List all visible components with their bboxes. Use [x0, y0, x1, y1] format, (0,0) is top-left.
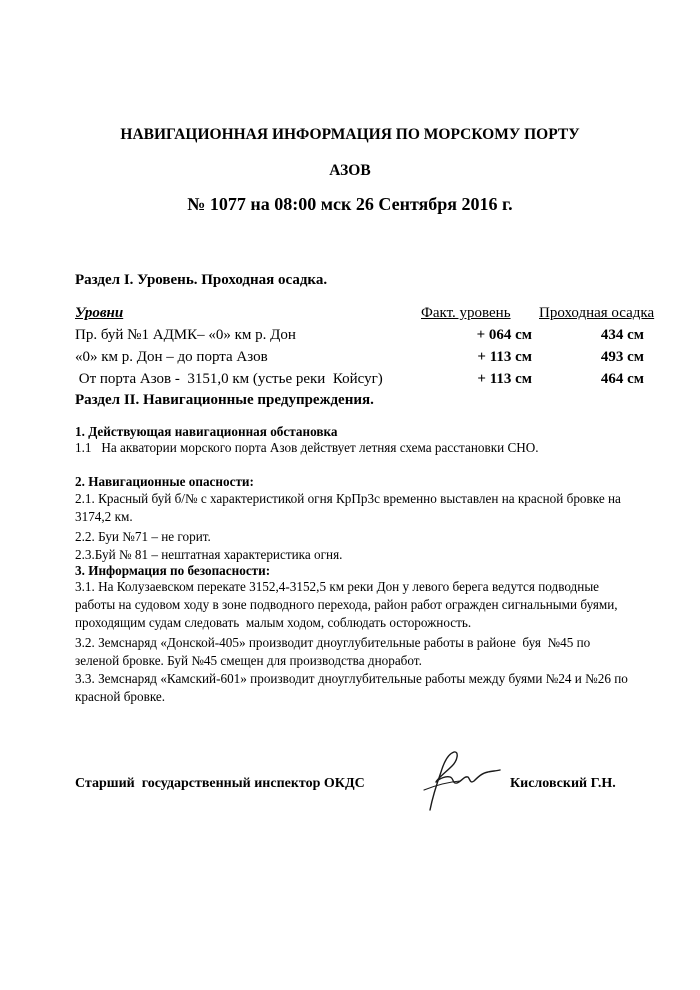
item-3-2-line1: 3.2. Земснаряд «Донской-405» производит дноуглубительные работы в районе буя №45 по [75, 635, 591, 650]
subsection-current-situation: 1. Действующая навигационная обстановка [75, 424, 338, 439]
item-2-2: 2.2. Буи №71 – не горит. [75, 529, 211, 544]
handwritten-signature [410, 748, 505, 814]
item-2-1-line2: 3174,2 км. [75, 509, 133, 524]
item-3-1-line3: проходящим судам следовать малым ходом, соблюдать осторожность. [75, 615, 472, 630]
col-header-levels: Уровни [75, 305, 124, 321]
signer-position: Старший государственный инспектор ОКДС [75, 776, 365, 791]
item-1-1: 1.1 На акватории морского порта Азов действует летняя схема расстановки СНО. [75, 440, 539, 455]
section2-heading: Раздел II. Навигационные предупреждения. [75, 392, 374, 408]
col-header-fact-level: Факт. уровень [421, 305, 511, 321]
level-row-draft: 493 см [600, 349, 644, 365]
section1-heading: Раздел I. Уровень. Проходная осадка. [75, 272, 328, 288]
signer-name: Кисловский Г.Н. [510, 776, 616, 791]
subsection-safety: 3. Информация по безопасности: [75, 563, 271, 578]
item-2-1-line1: 2.1. Красный буй б/№ с характеристикой огня КрПр3с временно выставлен на красной бровке на [75, 491, 621, 506]
level-row-fact: + 064 см [476, 327, 532, 343]
level-row-draft: 464 см [600, 371, 644, 387]
item-2-3: 2.3.Буй № 81 – нештатная характеристика огня. [75, 547, 343, 562]
item-3-1-line2: работы на судовом ходу в зоне подводного перехода, район работ огражден сигнальными буями, [75, 597, 618, 612]
port-name: АЗОВ [329, 162, 371, 179]
item-3-3-line2: красной бровке. [75, 689, 166, 704]
item-3-2-line2: зеленой бровке. Буй №45 смещен для производства дноработ. [75, 653, 422, 668]
item-3-1-line1: 3.1. На Колузаевском перекате 3152,4-3152,5 км реки Дон у левого берега ведутся подводные [75, 579, 600, 594]
subsection-hazards: 2. Навигационные опасности: [75, 474, 254, 489]
level-row-draft: 434 см [600, 327, 644, 343]
bulletin-number: № 1077 на 08:00 мск 26 Сентября 2016 г. [187, 194, 513, 214]
col-header-passage-draft: Проходная осадка [539, 305, 655, 321]
item-3-3-line1: 3.3. Земснаряд «Камский-601» производит дноуглубительные работы между буями №24 и №26 по [75, 671, 628, 686]
level-row-fact: + 113 см [477, 371, 532, 387]
level-row-fact: + 113 см [477, 349, 532, 365]
document-title: НАВИГАЦИОННАЯ ИНФОРМАЦИЯ ПО МОРСКОМУ ПОРТУ [120, 126, 580, 143]
level-row-name: Пр. буй №1 АДМК– «0» км р. Дон [75, 327, 296, 343]
level-row-name: «0» км р. Дон – до порта Азов [75, 349, 268, 365]
level-row-name: От порта Азов - 3151,0 км (устье реки Койсуг) [75, 371, 383, 387]
